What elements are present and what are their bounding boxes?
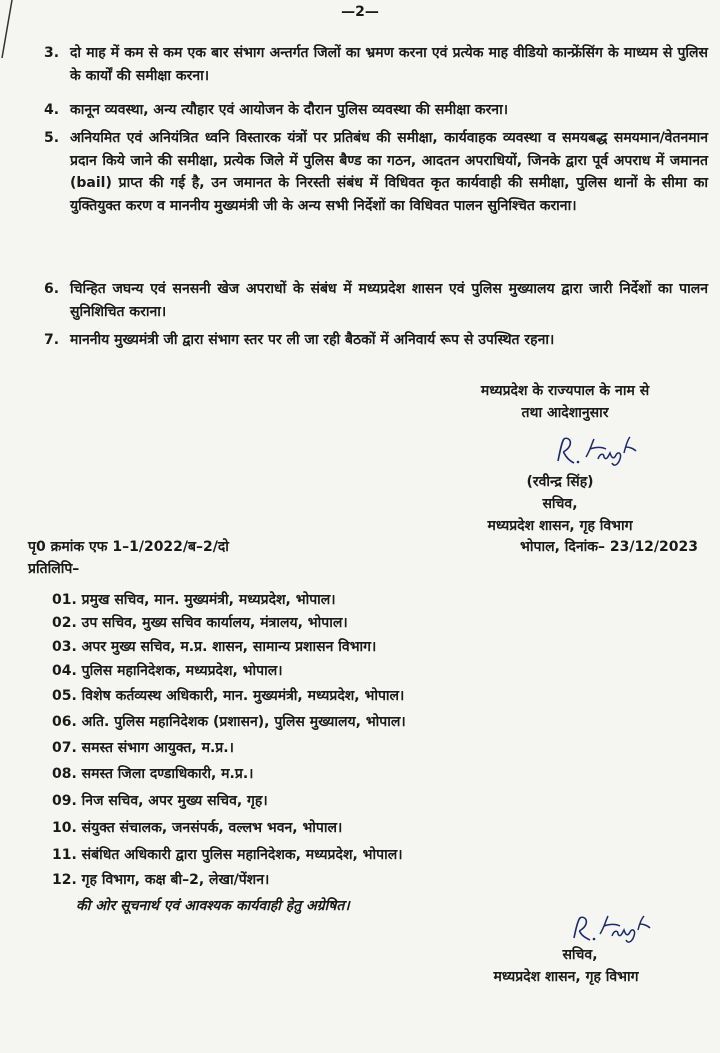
copy-item: 11. संबंधित अधिकारी द्वारा पुलिस महानिदेशक, मध्यप्रदेश, भोपाल। [52,847,403,863]
item-number: 3. [44,45,60,61]
list-item [44,42,708,88]
signatory-block [480,471,640,515]
copy-item: 07. समस्त संभाग आयुक्त, म.प्र.। [52,740,234,756]
copy-item: 09. निज सचिव, अपर मुख्य सचिव, गृह। [52,793,268,809]
signatory-designation: सचिव, [542,496,578,512]
forward-note: की ओर सूचनार्थ एवं आवश्यक कार्यवाही हेतु अग्रेषित। [76,898,350,914]
item-text: कानून व्यवस्था, अन्य त्यौहार एवं आयोजन के दौरान पुलिस व्यवस्था की समीक्षा करना। [70,102,509,118]
copy-item: 06. अति. पुलिस महानिदेशक (प्रशासन), पुलिस मुख्यालय, भोपाल। [52,714,406,730]
list-item [44,329,708,375]
item-number: 5. [44,130,60,146]
list-item [44,127,708,263]
footer-department: मध्यप्रदेश शासन, गृह विभाग [493,969,639,985]
copy-item: 05. विशेष कर्तव्यस्थ अधिकारी, मान. मुख्यमंत्री, मध्यप्रदेश, भोपाल। [52,688,405,704]
order-authority-block [430,380,700,424]
reference-number: पृ0 क्रमांक एफ 1–1/2022/ब–2/दो [28,539,229,555]
item-text: दो माह में कम से कम एक बार संभाग अन्तर्गत जिलों का भ्रमण करना एवं प्रत्येक माह वीडियो कान्फ्रेंसिंग के माध्यम से पुलिस के कार्यों की समीक्षा करना। [70,45,708,84]
list-item [44,278,708,324]
list-item [44,99,708,123]
signatory-name: (रवीन्द्र सिंह) [526,474,594,490]
page-number: —2— [341,4,379,20]
item-number: 7. [44,332,60,348]
footer-designation: सचिव, [562,947,598,963]
item-number: 6. [44,281,60,297]
copy-item: 01. प्रमुख सचिव, मान. मुख्यमंत्री, मध्यप्रदेश, भोपाल। [52,592,336,608]
item-text: माननीय मुख्यमंत्री जी द्वारा संभाग स्तर पर ली जा रही बैठकों में अनिवार्य रूप से उपस्थित रहना। [70,332,555,348]
item-number: 4. [44,102,60,118]
signature [552,433,652,469]
place-date: भोपाल, दिनांक– 23/12/2023 [520,539,698,555]
copy-header: प्रतिलिपि– [28,561,80,577]
copy-item: 02. उप सचिव, मुख्य सचिव कार्यालय, मंत्रालय, भोपाल। [52,615,348,631]
copy-item: 03. अपर मुख्य सचिव, म.प्र. शासन, सामान्य प्रशासन विभाग। [52,639,377,655]
copy-item: 08. समस्त जिला दण्डाधिकारी, म.प्र.। [52,766,254,782]
signatory-department: मध्यप्रदेश शासन, गृह विभाग [487,518,633,534]
copy-item: 04. पुलिस महानिदेशक, मध्यप्रदेश, भोपाल। [52,663,283,679]
item-text: अनियमित एवं अनियंत्रित ध्वनि विस्तारक यंत्रों पर प्रतिबंध की समीक्षा, कार्यवाहक व्यवस्था व समयबद्ध समयमान/वेतनमान प्रदान किये जाने की समीक्षा, प्रत्येक जिले में पुलिस बैण्ड का गठन, आदतन अपराधियों, जिनके द्वारा पूर्व अपराध में जमानत (bail) प्राप्त की गई है, उन जमानत के निरस्ती संबंध में विधिवत कृत कार्यवाही की समीक्षा, पुलिस थानों के सीमा का युक्तियुक्त करण व माननीय मुख्यमंत्री जी के अन्य सभी निर्देशों का विधिवत पालन सुनिश्चित कराना। [70,130,708,214]
copy-item: 12. गृह विभाग, कक्ष बी–2, लेखा/पेंशन। [52,872,270,888]
order-line-2: तथा आदेशानुसार [521,405,609,421]
item-text: चिन्हित जघन्य एवं सनसनी खेज अपराधों के संबंध में मध्यप्रदेश शासन एवं पुलिस मुख्यालय द्वारा जारी निर्देशों का पालन सुनिशिचित कराना। [70,281,708,320]
signature [568,912,658,946]
order-line-1: मध्यप्रदेश के राज्यपाल के नाम से [480,383,650,399]
copy-item: 10. संयुक्त संचालक, जनसंपर्क, वल्लभ भवन, भोपाल। [52,820,343,836]
